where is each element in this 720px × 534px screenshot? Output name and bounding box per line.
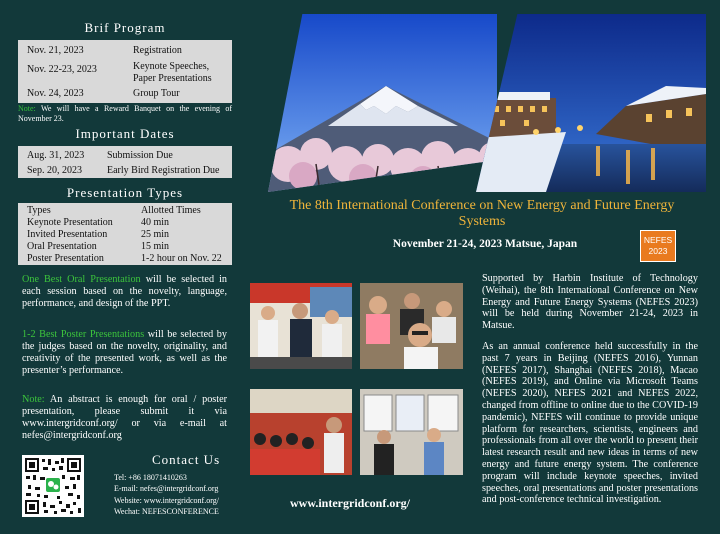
website-url[interactable]: www.intergridconf.org/	[290, 496, 410, 510]
table-row	[27, 45, 232, 57]
canal-town-image	[476, 14, 706, 192]
table-header	[27, 205, 232, 217]
abstract-note-highlight: Note:	[22, 394, 45, 405]
conference-title: The 8th International Conference on New Energy and Future Energy Systems	[289, 198, 675, 229]
presentation-types-title: Presentation Types	[66, 185, 184, 200]
time-cell: 1-2 hour on Nov. 22	[141, 253, 222, 264]
qr-code	[22, 455, 84, 517]
contact-website[interactable]: Website: www.intergridconf.org/	[114, 495, 219, 505]
note-label: Note:	[18, 104, 36, 113]
oral-award-highlight: One Best Oral Presentation	[22, 274, 141, 285]
mount-fuji-image	[268, 14, 497, 192]
nefes-badge	[640, 230, 676, 262]
event-cell: Keynote Speeches, Paper Presentations	[133, 61, 212, 84]
time-cell: 15 min	[141, 241, 170, 252]
table-row	[27, 150, 232, 162]
table-row	[27, 253, 232, 265]
table-row	[27, 229, 232, 241]
date-cell: Nov. 21, 2023	[27, 45, 84, 56]
date-cell: Nov. 24, 2023	[27, 88, 84, 99]
contact-tel: Tel: +86 18071410263	[114, 473, 187, 482]
oral-award-text	[22, 274, 227, 310]
event-cell: Early Bird Registration Due	[107, 165, 220, 176]
type-cell: Oral Presentation	[27, 241, 97, 252]
type-cell: Invited Presentation	[27, 229, 108, 240]
abstract-note-body: An abstract is enough for oral / poster presentation, please submit it via www.intergridconf.org/ or via e-mail at nefes@intergridconf.org	[22, 394, 227, 441]
table-row	[27, 165, 232, 177]
header-times: Allotted Times	[141, 205, 201, 216]
header-types: Types	[27, 205, 51, 216]
note-text: We will have a Reward Banquet on the evening of November 23.	[18, 104, 232, 123]
banquet-note	[18, 104, 232, 124]
conference-dates-place: November 21-24, 2023 Matsue, Japan	[392, 238, 578, 250]
important-dates-table	[18, 146, 232, 178]
table-row	[27, 217, 232, 229]
brif-program-table	[18, 40, 232, 103]
table-row	[27, 241, 232, 253]
poster-session-image	[360, 389, 463, 475]
contact-email[interactable]: E-mail: nefes@intergridconf.org	[114, 484, 219, 494]
badge-line1: NEFES	[643, 235, 673, 245]
date-cell: Sep. 20, 2023	[27, 165, 82, 176]
contact-us-title: Contact Us	[152, 452, 221, 467]
about-paragraph-2: As an annual conference held successfully in the past 7 years in Beijing (NEFES 2016), Yunnan (NEFES 2017), Shanghai (NEFES 2018), Macao (NEFES 2019), and Online via Microsoft Teams (NEFES 2020), NEFES 2021 and NEFES 2022, changed from offline to online due to the COVID-19 pandemic), NEFES will continue to provide unique platform for researchers, scientists, engineers and professionals from all over the world to present their latest research result and new ideas in terms of new energy and future energy system. The conference program will include keynote speeches, invited speeches, oral presentations and poster presentations and post-conference technical investigation.	[482, 341, 698, 506]
speakers-image	[250, 283, 352, 369]
brif-program-title: Brif Program	[84, 20, 166, 35]
abstract-note-text	[22, 394, 227, 442]
poster-session-photo	[360, 389, 463, 475]
presentation-types-table	[18, 203, 232, 265]
type-cell: Poster Presentation	[27, 253, 104, 264]
time-cell: 25 min	[141, 229, 170, 240]
event-cell: Group Tour	[133, 88, 180, 99]
event-cell: Registration	[133, 45, 182, 56]
contact-details	[114, 472, 244, 517]
oral-award-body: will be selected in each session based on the novelty, language, performance, and design of the PPT.	[22, 274, 227, 309]
canal-town-photo	[476, 14, 706, 192]
date-cell: Nov. 22-23, 2023	[27, 64, 97, 75]
qr-code-image	[22, 455, 84, 517]
speakers-photo	[250, 283, 352, 369]
poster-award-body: will be selected by the judges based on the novelty, originality, and creativity of the presented work, as well as the presenter’s performance.	[22, 329, 227, 376]
audience-image	[360, 283, 463, 369]
time-cell: 40 min	[141, 217, 170, 228]
audience-photo	[360, 283, 463, 369]
type-cell: Keynote Presentation	[27, 217, 113, 228]
date-cell: Aug. 31, 2023	[27, 150, 85, 161]
session-photo	[250, 389, 352, 475]
poster-award-text	[22, 329, 227, 377]
contact-wechat: Wechat: NEFESCONFERENCE	[114, 506, 219, 516]
important-dates-title: Important Dates	[75, 126, 175, 141]
event-cell: Submission Due	[107, 150, 173, 161]
mount-fuji-photo	[268, 14, 497, 192]
session-image	[250, 389, 352, 475]
about-paragraph-1: Supported by Harbin Institute of Technology (Weihai), the 8th International Conference on New Energy and Future Energy Systems (NEFES 2023) will be held during November 21-24, 2023 in Matsue.	[482, 273, 698, 332]
table-row	[27, 61, 232, 85]
table-row	[27, 88, 232, 100]
badge-line2: 2023	[648, 246, 668, 256]
poster-award-highlight: 1-2 Best Poster Presentations	[22, 329, 145, 340]
